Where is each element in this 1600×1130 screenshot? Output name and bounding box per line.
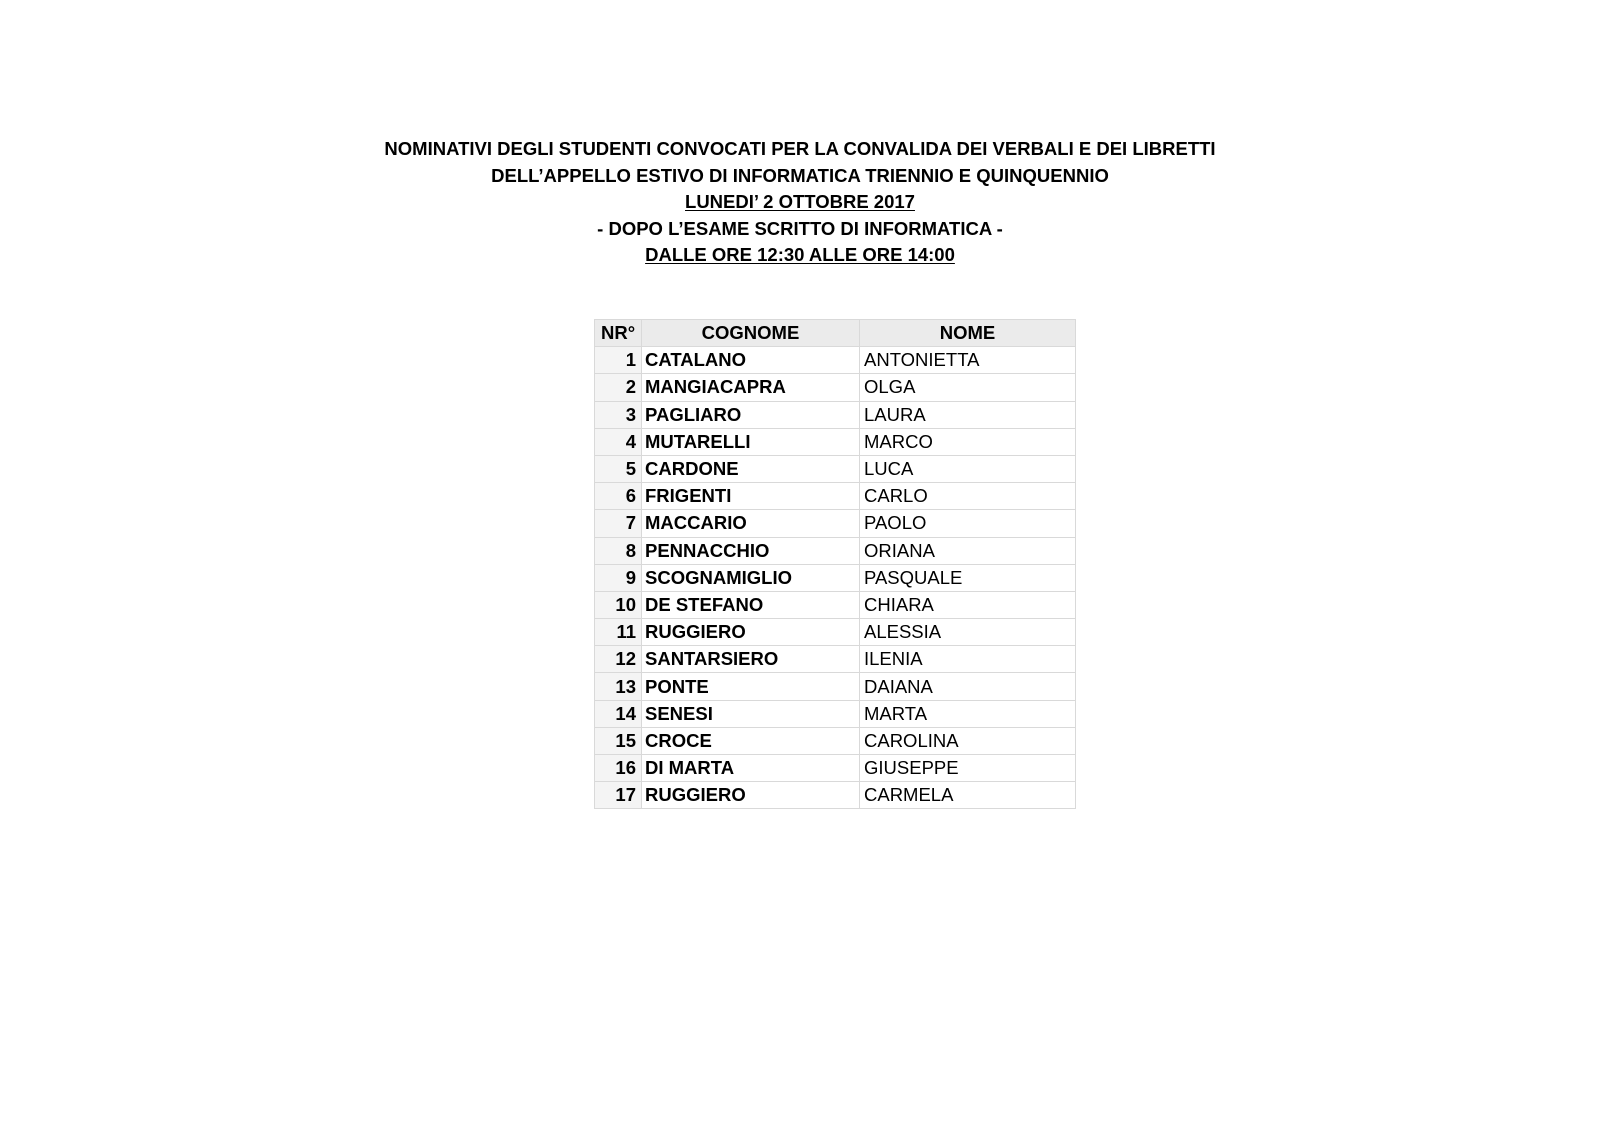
row-number-cell: 15 [595, 727, 642, 754]
surname-cell: PENNACCHIO [642, 537, 860, 564]
table-row [595, 591, 1076, 618]
first-name-cell: DAIANA [860, 673, 1076, 700]
row-number-cell: 7 [595, 510, 642, 537]
surname-cell: CATALANO [642, 347, 860, 374]
heading-note: - DOPO L’ESAME SCRITTO DI INFORMATICA - [597, 217, 1003, 239]
surname-cell: FRIGENTI [642, 483, 860, 510]
surname-cell: RUGGIERO [642, 782, 860, 809]
table-header-row [595, 320, 1076, 347]
table-row [595, 564, 1076, 591]
surname-cell: SANTARSIERO [642, 646, 860, 673]
row-number-cell: 6 [595, 483, 642, 510]
surname-cell: SCOGNAMIGLIO [642, 564, 860, 591]
first-name-cell: GIUSEPPE [860, 755, 1076, 782]
row-number-cell: 2 [595, 374, 642, 401]
table-row [595, 727, 1076, 754]
surname-cell: PONTE [642, 673, 860, 700]
first-name-cell: PAOLO [860, 510, 1076, 537]
surname-cell: CARDONE [642, 455, 860, 482]
table-row [595, 700, 1076, 727]
students-table-body [595, 347, 1076, 809]
heading-title-line-2: DELL’APPELLO ESTIVO DI INFORMATICA TRIENNIO E QUINQUENNIO [491, 164, 1109, 186]
row-number-cell: 9 [595, 564, 642, 591]
document-heading [0, 136, 1600, 269]
table-row [595, 646, 1076, 673]
first-name-cell: CAROLINA [860, 727, 1076, 754]
heading-title-line-1: NOMINATIVI DEGLI STUDENTI CONVOCATI PER LA CONVALIDA DEI VERBALI E DEI LIBRETTI [384, 138, 1216, 159]
table-row [595, 428, 1076, 455]
row-number-cell: 11 [595, 619, 642, 646]
row-number-cell: 8 [595, 537, 642, 564]
first-name-cell: CHIARA [860, 591, 1076, 618]
row-number-cell: 16 [595, 755, 642, 782]
heading-date-text: LUNEDI’ 2 OTTOBRE 2017 [685, 191, 915, 212]
table-row [595, 347, 1076, 374]
column-header-nr: NR° [595, 320, 642, 347]
first-name-cell: CARMELA [860, 782, 1076, 809]
surname-cell: MACCARIO [642, 510, 860, 537]
row-number-cell: 5 [595, 455, 642, 482]
table-row [595, 782, 1076, 809]
table-row [595, 401, 1076, 428]
heading-time-text: DALLE ORE 12:30 ALLE ORE 14:00 [645, 244, 955, 265]
row-number-cell: 17 [595, 782, 642, 809]
first-name-cell: LAURA [860, 401, 1076, 428]
row-number-cell: 10 [595, 591, 642, 618]
surname-cell: CROCE [642, 727, 860, 754]
column-header-cognome: COGNOME [642, 320, 860, 347]
table-row [595, 673, 1076, 700]
table-row [595, 455, 1076, 482]
row-number-cell: 14 [595, 700, 642, 727]
surname-cell: PAGLIARO [642, 401, 860, 428]
students-table-header [595, 320, 1076, 347]
surname-cell: RUGGIERO [642, 619, 860, 646]
row-number-cell: 1 [595, 347, 642, 374]
row-number-cell: 3 [595, 401, 642, 428]
first-name-cell: CARLO [860, 483, 1076, 510]
surname-cell: DI MARTA [642, 755, 860, 782]
table-row [595, 483, 1076, 510]
row-number-cell: 4 [595, 428, 642, 455]
first-name-cell: MARCO [860, 428, 1076, 455]
heading-time [0, 242, 1600, 269]
first-name-cell: ORIANA [860, 537, 1076, 564]
surname-cell: DE STEFANO [642, 591, 860, 618]
surname-cell: SENESI [642, 700, 860, 727]
row-number-cell: 13 [595, 673, 642, 700]
table-row [595, 537, 1076, 564]
surname-cell: MANGIACAPRA [642, 374, 860, 401]
students-table [594, 319, 1076, 809]
table-row [595, 510, 1076, 537]
first-name-cell: MARTA [860, 700, 1076, 727]
first-name-cell: ILENIA [860, 646, 1076, 673]
table-row [595, 755, 1076, 782]
first-name-cell: ALESSIA [860, 619, 1076, 646]
first-name-cell: ANTONIETTA [860, 347, 1076, 374]
table-row [595, 619, 1076, 646]
surname-cell: MUTARELLI [642, 428, 860, 455]
table-row [595, 374, 1076, 401]
first-name-cell: LUCA [860, 455, 1076, 482]
column-header-nome: NOME [860, 320, 1076, 347]
row-number-cell: 12 [595, 646, 642, 673]
first-name-cell: PASQUALE [860, 564, 1076, 591]
first-name-cell: OLGA [860, 374, 1076, 401]
heading-date [0, 189, 1600, 216]
